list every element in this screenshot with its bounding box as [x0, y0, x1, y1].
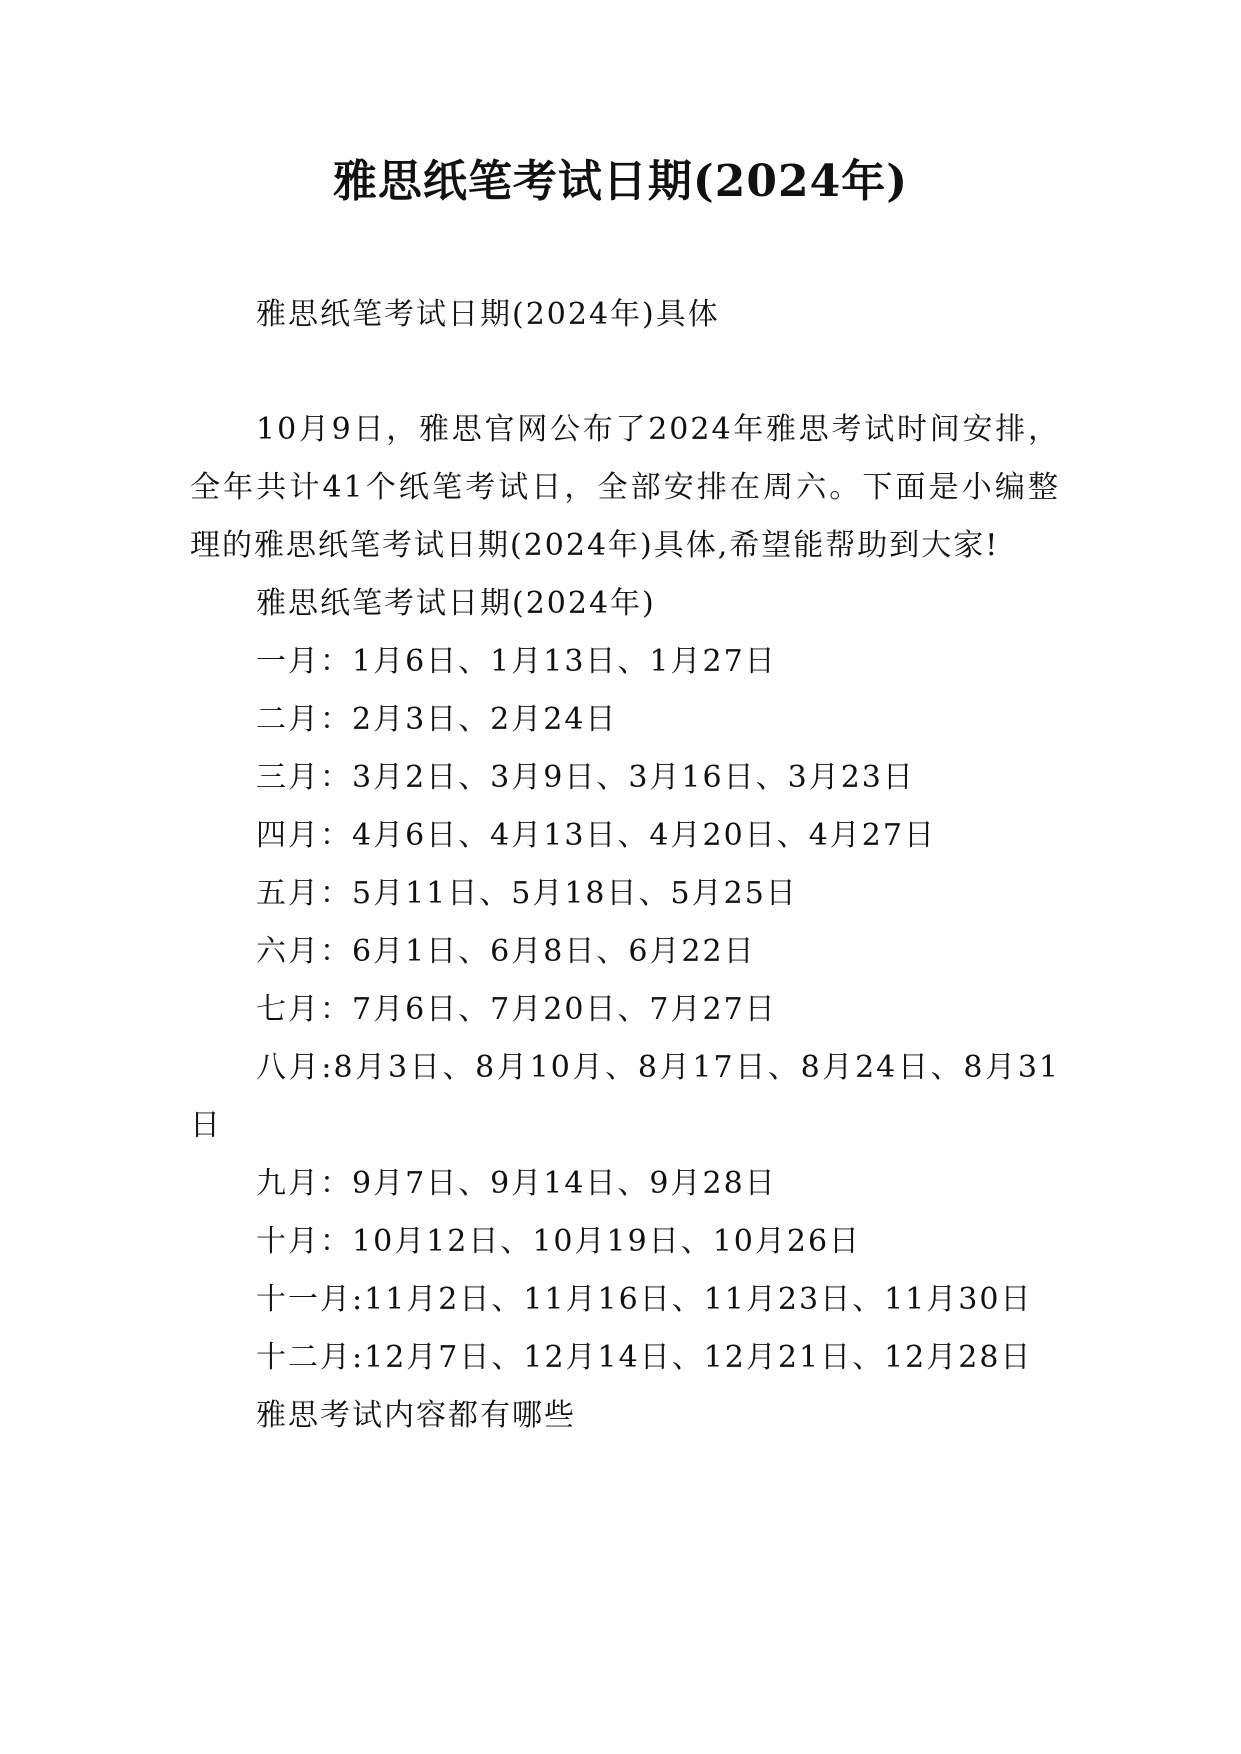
month-line-nov: 十一月:11月2日、11月16日、11月23日、11月30日 [256, 1282, 1033, 1317]
month-line-jan: 一月：1月6日、1月13日、1月27日 [256, 644, 777, 679]
month-line-aug: 八月:8月3日、8月10月、8月17日、8月24日、8月31日 [190, 1050, 1060, 1143]
month-line-may: 五月：5月11日、5月18日、5月25日 [256, 876, 798, 911]
month-line-sep: 九月：9月7日、9月14日、9月28日 [256, 1166, 777, 1201]
month-line-mar: 三月：3月2日、3月9日、3月16日、3月23日 [256, 760, 915, 795]
next-section-heading: 雅思考试内容都有哪些 [256, 1398, 576, 1433]
month-line-apr: 四月：4月6日、4月13日、4月20日、4月27日 [256, 818, 936, 853]
schedule-section [190, 575, 1060, 1445]
schedule-heading: 雅思纸笔考试日期(2024年) [256, 586, 656, 621]
intro-paragraph: 10月9日，雅思官网公布了2024年雅思考试时间安排，全年共计41个纸笔考试日，全部安排在周六。下面是小编整理的雅思纸笔考试日期(2024年)具体,希望能帮助到大家! [190, 412, 1060, 563]
month-line-dec: 十二月:12月7日、12月14日、12月21日、12月28日 [256, 1340, 1033, 1375]
subtitle-paragraph: 雅思纸笔考试日期(2024年)具体 [256, 297, 720, 332]
month-line-jul: 七月：7月6日、7月20日、7月27日 [256, 992, 777, 1027]
month-line-oct: 十月：10月12日、10月19日、10月26日 [256, 1224, 862, 1259]
month-line-feb: 二月：2月3日、2月24日 [256, 702, 618, 737]
month-line-jun: 六月：6月1日、6月8日、6月22日 [256, 934, 756, 969]
document-title: 雅思纸笔考试日期(2024年) [332, 156, 909, 207]
